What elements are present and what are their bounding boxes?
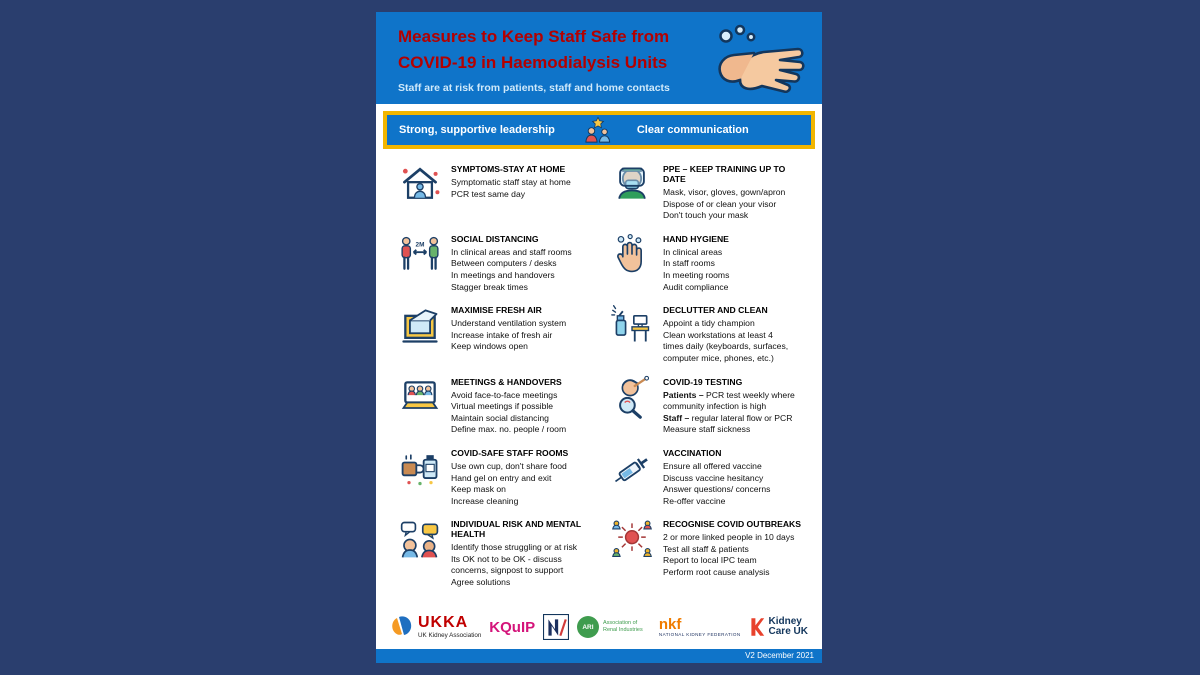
item-line: In meetings and handovers: [451, 269, 555, 280]
mental-health-icon: [398, 517, 442, 561]
item-line: concerns, signpost to support: [451, 565, 564, 576]
outbreak-icon: [610, 517, 654, 561]
ann-mark-icon: [543, 614, 569, 640]
leadership-team-icon: [579, 116, 617, 144]
item-testing: [610, 370, 810, 441]
item-title: MAXIMISE FRESH AIR: [451, 305, 542, 316]
item-staff-room: [398, 441, 598, 512]
item-line: Keep mask on: [451, 484, 506, 495]
kquip-logo: [489, 619, 535, 636]
kidney-care-uk-text: Kidney: [768, 615, 802, 627]
leadership-banner: [383, 111, 815, 149]
ari-subtext: Association of Renal Industries: [602, 620, 643, 633]
item-meetings: [398, 370, 598, 441]
fresh-air-icon: [398, 303, 442, 347]
item-line: Answer questions/ concerns: [663, 484, 771, 495]
item-line: Symptomatic staff stay at home: [451, 177, 571, 187]
item-social-distancing: [398, 227, 598, 298]
item-line: In clinical areas and staff rooms: [451, 246, 572, 257]
item-line: Audit compliance: [663, 281, 729, 292]
item-title: COVID-19 TESTING: [663, 376, 743, 387]
ppe-icon: [610, 162, 654, 206]
social-distancing-icon: [398, 232, 442, 276]
items-grid: [376, 153, 822, 605]
item-lines: [663, 532, 801, 578]
item-line: In staff rooms: [663, 258, 715, 269]
stay-home-icon: [398, 162, 442, 206]
item-hand-hygiene: [610, 227, 810, 298]
item-lines: [451, 247, 572, 293]
item-line: 2 or more linked people in 10 days: [663, 532, 795, 543]
item-lines: [451, 390, 566, 436]
banner-right-label: Clear communication: [636, 124, 749, 136]
item-line: PCR test same day: [451, 188, 526, 199]
item-fresh-air: [398, 298, 598, 369]
item-title: RECOGNISE COVID OUTBREAKS: [663, 519, 801, 530]
meetings-icon: [398, 375, 442, 419]
kidney-care-uk-mark-icon: [749, 617, 765, 637]
item-line: In clinical areas: [663, 246, 723, 257]
item-line: Its OK not to be OK - discuss: [451, 553, 562, 564]
item-line: Identify those struggling or at risk: [451, 542, 578, 553]
item-title: SOCIAL DISTANCING: [451, 233, 539, 244]
item-line: Increase cleaning: [451, 495, 519, 506]
ann-logo: [543, 614, 569, 640]
item-line: Between computers / desks: [451, 258, 557, 269]
poster-title-line2: COVID-19 in Haemodialysis Units: [398, 52, 668, 72]
hand-washing-icon: [710, 22, 810, 106]
item-line: Clean workstations at least 4: [663, 329, 773, 340]
declutter-icon: [610, 303, 654, 347]
item-line: Measure staff sickness: [663, 424, 751, 435]
item-line: community infection is high: [663, 401, 767, 412]
item-lines: [663, 390, 795, 436]
item-line: Test all staff & patients: [663, 543, 749, 554]
item-title: MEETINGS & HANDOVERS: [451, 376, 562, 387]
item-lines: [663, 187, 810, 222]
item-line: Use own cup, don't share food: [451, 460, 567, 471]
item-line: Keep windows open: [451, 341, 528, 352]
item-lines: [451, 177, 571, 200]
kidney-care-uk-subtext: Care UK: [768, 626, 808, 637]
version-label: V2 December 2021: [376, 649, 822, 663]
item-line: Appoint a tidy champion: [663, 318, 755, 329]
banner-left-label: Strong, supportive leadership: [399, 124, 555, 136]
item-title: INDIVIDUAL RISK AND MENTAL HEALTH: [451, 519, 582, 540]
item-line: Patients – PCR test weekly where: [663, 389, 795, 400]
item-lines: [451, 461, 568, 507]
item-line: Re-offer vaccine: [663, 495, 726, 506]
poster-subtitle: Staff are at risk from patients, staff and home contacts: [398, 82, 670, 94]
item-text: [663, 232, 729, 293]
item-line: Increase intake of fresh air: [451, 329, 553, 340]
poster-title: [398, 24, 708, 75]
item-title: COVID-SAFE STAFF ROOMS: [451, 447, 569, 458]
item-title: DECLUTTER AND CLEAN: [663, 305, 768, 316]
item-outbreak: [610, 512, 810, 593]
item-line: Dispose of or clean your visor: [663, 198, 777, 209]
ari-text: ARI: [577, 616, 599, 638]
item-text: [663, 303, 788, 364]
svg-text:2M: 2M: [415, 241, 425, 249]
item-lines: [451, 542, 598, 588]
item-declutter: [610, 298, 810, 369]
item-line: Ensure all offered vaccine: [663, 460, 762, 471]
testing-icon: [610, 375, 654, 419]
kquip-text: KQuIP: [489, 618, 536, 636]
hand-hygiene-icon: [610, 232, 654, 276]
ukka-text: UKKA: [418, 614, 469, 631]
item-vaccination: [610, 441, 810, 512]
covid-safety-poster: [376, 12, 822, 663]
staff-room-icon: [398, 446, 442, 490]
item-mental-health: [398, 512, 598, 593]
item-text: [663, 517, 801, 578]
footer-logos: [376, 605, 822, 649]
ukka-mark-icon: [390, 615, 414, 639]
item-line: times daily (keyboards, surfaces,: [663, 341, 789, 352]
item-line: Don't touch your mask: [663, 210, 749, 221]
item-lines: [663, 247, 729, 293]
item-line: Avoid face-to-face meetings: [451, 389, 558, 400]
item-line: Discuss vaccine hesitancy: [663, 472, 764, 483]
item-text: [451, 303, 566, 353]
item-text: [451, 446, 568, 507]
item-lines: [451, 318, 566, 353]
ukka-subtext: UK Kidney Association: [418, 632, 482, 639]
kidney-care-uk-logo: [749, 617, 808, 638]
nkf-subtext: NATIONAL KIDNEY FEDERATION: [658, 632, 741, 637]
item-ppe: [610, 157, 810, 227]
item-line: Maintain social distancing: [451, 412, 549, 423]
item-text: [451, 162, 571, 200]
vaccination-icon: [610, 446, 654, 490]
poster-title-line1: Measures to Keep Staff Safe from: [398, 27, 670, 46]
item-title: PPE – KEEP TRAINING UP TO DATE: [663, 164, 786, 184]
item-title: HAND HYGIENE: [663, 233, 729, 244]
nkf-logo: [659, 617, 741, 637]
item-stay-home: [398, 157, 598, 227]
item-line: Stagger break times: [451, 281, 528, 292]
item-line: Staff – regular lateral flow or PCR: [663, 412, 793, 423]
item-text: [663, 375, 795, 436]
item-line: Define max. no. people / room: [451, 424, 567, 435]
item-line: Hand gel on entry and exit: [451, 472, 552, 483]
item-text: [451, 375, 566, 436]
item-lines: [663, 318, 788, 364]
poster-header: [376, 12, 822, 104]
item-line: computer mice, phones, etc.): [663, 352, 774, 363]
item-text: [663, 446, 770, 507]
item-text: [451, 232, 572, 293]
ari-logo: [577, 616, 651, 638]
item-line: Perform root cause analysis: [663, 567, 770, 578]
item-line: Understand ventilation system: [451, 318, 567, 329]
item-line: Agree solutions: [451, 577, 511, 588]
item-line: In meeting rooms: [663, 269, 730, 280]
nkf-text: nkf: [658, 616, 682, 633]
item-title: VACCINATION: [663, 447, 722, 458]
item-line: Report to local IPC team: [663, 555, 757, 566]
item-line: Mask, visor, gloves, gown/apron: [663, 187, 786, 197]
item-title: SYMPTOMS-STAY AT HOME: [451, 164, 566, 174]
item-line: Virtual meetings if possible: [451, 401, 554, 412]
item-text: [663, 162, 810, 222]
item-lines: [663, 461, 770, 507]
ukka-logo: [390, 615, 481, 639]
item-text: [451, 517, 598, 588]
